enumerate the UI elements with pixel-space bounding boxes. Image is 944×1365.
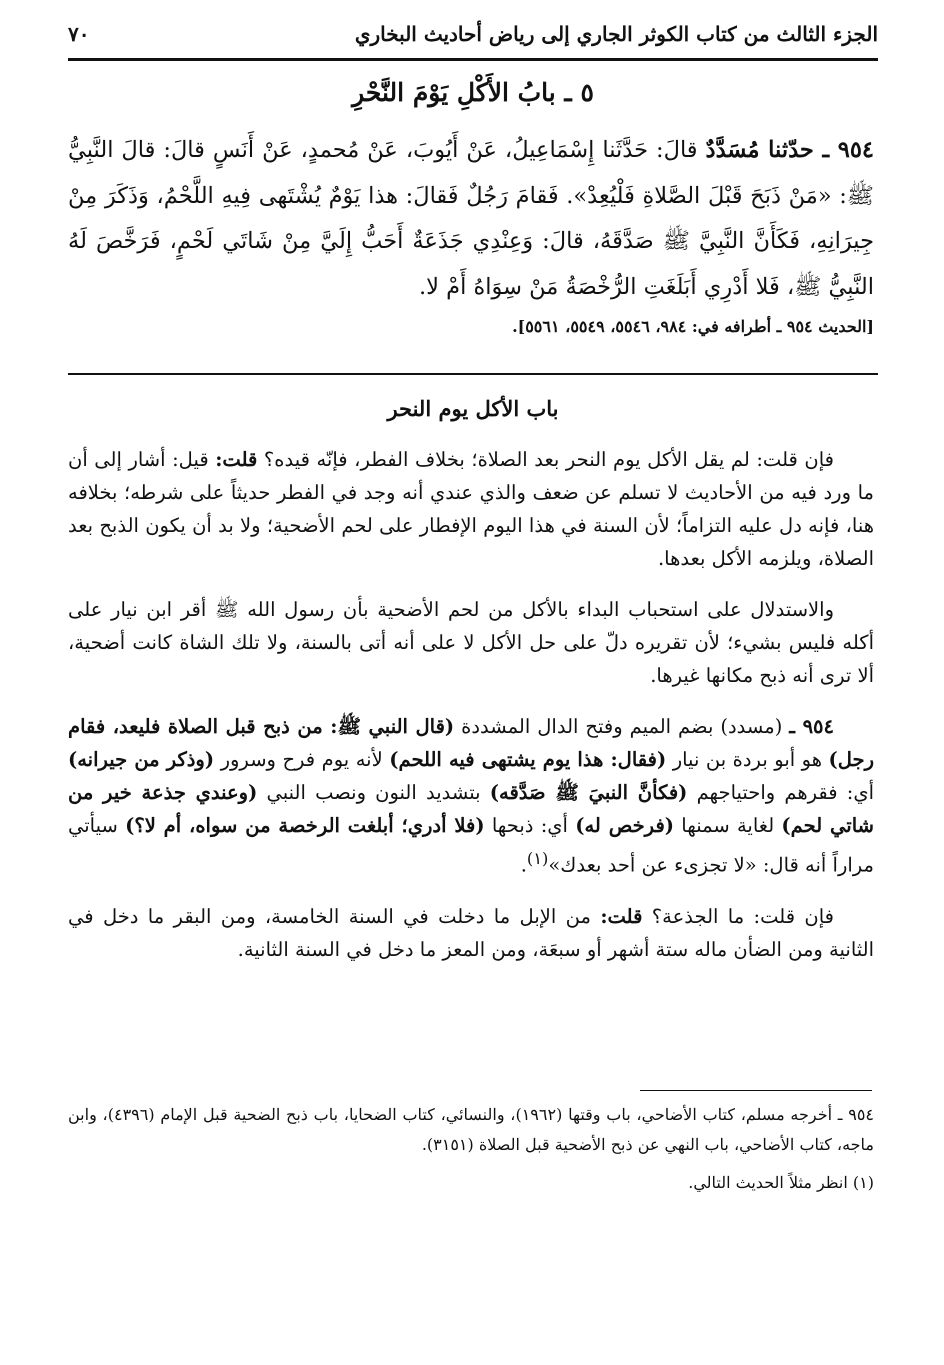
chapter-title: ٥ ـ بابُ الأَكْلِ يَوْمَ النَّحْرِ [352,78,594,107]
footnotes [68,1100,874,1206]
commentary [68,443,874,984]
section-rule [68,373,878,375]
page-number: ٧٠ [68,22,90,46]
commentary-title: باب الأكل يوم النحر [387,396,559,421]
hadith-references: [الحديث ٩٥٤ ـ أطرافه في: ٩٨٤، ٥٥٤٦، ٥٥٤٩، ٥٥٦١]. [512,317,874,336]
commentary-paragraph: فإن قلت: ما الجذعة؟ قلت: من الإبل ما دخلت في السنة الخامسة، ومن البقر ما دخل في الثانية ومن الضأن ماله ستة أشهر أو سبعَة، ومن المعز ما دخل في السنة الثانية. [68,904,874,961]
footnote: (١) انظر مثلاً الحديث التالي. [688,1173,874,1192]
commentary-paragraph: فإن قلت: لم يقل الأكل يوم النحر بعد الصلاة؛ بخلاف الفطر، فإنّه قيده؟ قلت: قيل: أشار إلى أن ما ورد فيه من الأحاديث لا تسلم عن ضعف والذي عندي أنه وجد في الفطر حديثاً على شرطه؛ بخلافه هنا، فإنه دل عليه التزاماً؛ لأن السنة في هذا اليوم الإفطار على لحم الأضحية؛ ولا بد أن يكون الذبح بعد الصلاة، ويلزمه الأكل بعدها. [68,448,874,570]
footnote-rule [640,1090,872,1091]
page-header [68,14,878,54]
hadith-lead: ٩٥٤ ـ حدّثنا مُسَدَّدٌ [705,137,874,163]
commentary-paragraph: والاستدلال على استحباب البداء بالأكل من لحم الأضحية بأن رسول الله ﷺ أقر ابن نيار على أكله فليس بشيء؛ لأن تقريره دلّ على حل الأكل لا على أنه أتى بالسنة، ولا تلك الشاة كانت أضحية، ألا ترى أنه ذبح مكانها غيرها. [68,598,874,687]
hadith-text [68,128,874,310]
running-title: الجزء الثالث من كتاب الكوثر الجاري إلى رياض أحاديث البخاري [354,22,878,46]
footnote: ٩٥٤ ـ أخرجه مسلم، كتاب الأضاحي، باب وقتها (١٩٦٢)، والنسائي، كتاب الضحايا، باب ذبح الضحية قبل الإمام (٤٣٩٦)، وابن ماجه، كتاب الأضاحي، باب النهي عن ذبح الأضحية قبل الصلاة (٣١٥١). [68,1105,874,1154]
header-rule [68,58,878,61]
hadith-body: قالَ: حَدَّثَنا إِسْمَاعِيلُ، عَنْ أَيُوبَ، عَنْ مُحمدٍ، عَنْ أَنَسٍ قالَ: قالَ النَّبِيُّ ﷺ: «مَنْ ذَبَحَ قَبْلَ الصَّلاةِ فَلْيُعِدْ». فَقامَ رَجُلٌ فَقالَ: هذا يَوْمٌ يُشْتَهى فِيهِ اللَّحْمُ، وَذَكَرَ مِنْ جِيرَانِهِ، فَكَأَنَّ النَّبِيَّ ﷺ صَدَّقَهُ، قالَ: وَعِنْدِي جَذَعَةٌ أَحَبُّ إِلَيَّ مِنْ شَاتَي لَحْمٍ، فَرَخَّصَ لَهُ النَّبِيُّ ﷺ، فَلا أَدْرِي أَبَلَغَتِ الرُّخْصَةُ مَنْ سِوَاهُ أَمْ لا. [68,137,874,300]
footnote-marker[interactable]: (١) [526,849,549,868]
commentary-paragraph: ٩٥٤ ـ (مسدد) بضم الميم وفتح الدال المشددة (قال النبي ﷺ: من ذبح قبل الصلاة فليعد، فقام رجل) هو أبو بردة بن نيار (فقال: هذا يوم يشتهى فيه اللحم) لأنه يوم فرح وسرور (وذكر من جيرانه) أي: فقرهم واحتياجهم (فكأنَّ النبيَ ﷺ صَدَّقه) بتشديد النون ونصب النبي (وعندي جذعة خير من شاتي لحم) لغاية سمنها (فرخص له) أي: ذبحها (فلا أدري؛ أبلغت الرخصة من سواه، أم لا؟) سيأتي مراراً أنه قال: «لا تجزىء عن أحد بعدك»$^{(١)}$. [68,715,875,877]
